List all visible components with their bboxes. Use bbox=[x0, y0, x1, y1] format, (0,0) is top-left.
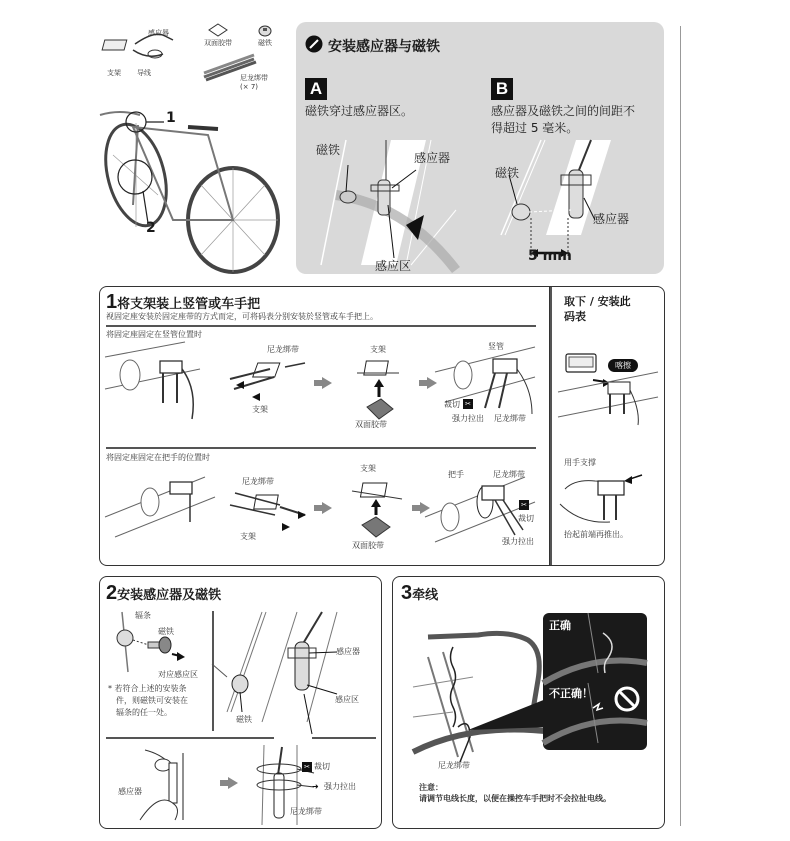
label-sensor: 感应器 bbox=[336, 647, 360, 656]
arrow-right-icon bbox=[322, 377, 332, 389]
remove-install-title-2: 码表 bbox=[564, 310, 586, 323]
section-2-heading bbox=[106, 582, 221, 605]
section-3-title: 牵线 bbox=[412, 588, 439, 603]
remove-install-panel bbox=[549, 286, 665, 566]
sensor-zone-illustration bbox=[316, 140, 476, 265]
remove-install-title-1: 取下 / 安装此 bbox=[564, 295, 631, 308]
hand-sensor-illustration bbox=[135, 745, 195, 825]
stem-label-stem: 竖管 bbox=[488, 342, 504, 351]
correct-incorrect-panel bbox=[543, 613, 647, 750]
step-a-text: 磁铁穿过感应器区。 bbox=[305, 104, 414, 118]
note-text: 请调节电线长度，以便在操控车手把时不会拉扯电线。 bbox=[419, 794, 611, 803]
section-1-number: 1 bbox=[106, 291, 118, 313]
section-3-heading bbox=[401, 582, 438, 605]
section-1-title: 将支架装上竖管或车手把 bbox=[117, 297, 261, 312]
label-a-sensor: 感应器 bbox=[414, 151, 451, 165]
install-sensor-magnet-panel bbox=[296, 22, 664, 274]
handlebar-label-bracket: 支架 bbox=[240, 532, 256, 541]
parts-bracket-label: 支架 bbox=[107, 69, 121, 77]
handlebar-label-bracket-2: 支架 bbox=[360, 464, 376, 473]
click-label: 喀擦 bbox=[608, 359, 638, 372]
handlebar-label-nylon-tie: 尼龙绑带 bbox=[242, 477, 274, 486]
note-line-1: * 若符合上述的安装条 bbox=[108, 684, 187, 693]
callout-2: 2 bbox=[146, 220, 156, 236]
divider bbox=[106, 325, 536, 327]
note-line-2: 件，则磁铁可安装在 bbox=[116, 696, 188, 705]
scissors-icon: ✂ bbox=[463, 399, 473, 409]
callout-1: 1 bbox=[166, 110, 176, 126]
divider bbox=[550, 287, 552, 565]
scissors-icon: ✂ bbox=[519, 500, 529, 510]
handlebar-mount-illustration bbox=[105, 472, 215, 542]
distance-label: 5 mm bbox=[528, 248, 572, 264]
section-2-install-sensor bbox=[99, 576, 382, 829]
bracket-with-ties-illustration bbox=[230, 357, 310, 402]
parts-wire-label: 导线 bbox=[137, 69, 151, 77]
section-2-number: 2 bbox=[106, 582, 118, 604]
section-1-heading bbox=[106, 291, 260, 314]
bracket-tape-illustration bbox=[355, 357, 405, 427]
stem-label-tape: 双面胶带 bbox=[355, 420, 387, 429]
stem-mount-illustration bbox=[105, 347, 205, 417]
stem-label-bracket: 支架 bbox=[252, 405, 268, 414]
bracket-sensor-illustration bbox=[105, 28, 185, 68]
stem-label-nylon-tie-2: 尼龙绑带 bbox=[494, 414, 526, 423]
divider bbox=[106, 447, 536, 449]
note-title: 注意： bbox=[419, 783, 443, 792]
label-a-sensor-zone: 感应区 bbox=[375, 259, 412, 273]
stem-label-nylon-tie: 尼龙绑带 bbox=[267, 345, 299, 354]
parts-magnet-label: 磁铁 bbox=[258, 39, 272, 47]
stem-label-pull: 强力拉出 bbox=[452, 414, 484, 423]
handlebar-heading: 将固定座固定在把手的位置时 bbox=[106, 453, 210, 462]
stem-label-cut: 裁切 bbox=[444, 400, 460, 409]
install-panel-title: 安装感应器与磁铁 bbox=[328, 39, 440, 55]
stem-label-bracket-2: 支架 bbox=[370, 345, 386, 354]
section-2-title: 安装感应器及磁铁 bbox=[117, 588, 222, 603]
magnet-icon bbox=[258, 25, 272, 37]
bicycle-illustration bbox=[98, 105, 283, 275]
handlebar-bracket-ties-illustration bbox=[230, 485, 310, 535]
note-line-3: 辐条的任一处。 bbox=[116, 708, 172, 717]
parts-nylon-ties-label: 尼龙绑带 bbox=[240, 74, 268, 82]
arrow-right-icon bbox=[228, 777, 238, 789]
badge-b: B bbox=[491, 78, 513, 100]
correct-label: 正确 bbox=[549, 619, 571, 632]
step-b-text-2: 得超过 5 毫米。 bbox=[491, 121, 579, 135]
page-edge-divider bbox=[680, 26, 681, 826]
support-label: 用手支撑 bbox=[564, 458, 596, 467]
pencil-icon bbox=[305, 35, 323, 53]
section-3-number: 3 bbox=[401, 582, 413, 604]
magnet-spoke-illustration bbox=[110, 612, 190, 677]
label-nylon-tie: 尼龙绑带 bbox=[290, 807, 322, 816]
parts-nylon-ties-qty: (× 7) bbox=[240, 83, 259, 91]
section-1-mount-bracket bbox=[99, 286, 549, 566]
label-b-magnet: 磁铁 bbox=[495, 166, 520, 180]
label-magnet-2: 磁铁 bbox=[236, 715, 252, 724]
badge-a: A bbox=[305, 78, 327, 100]
section-3-wiring bbox=[392, 576, 665, 829]
arrow-right-icon: ➜ bbox=[312, 782, 319, 791]
label-pull: 强力拉出 bbox=[324, 782, 356, 791]
nylon-tie-label: 尼龙绑带 bbox=[438, 761, 470, 770]
step-b-text-1: 感应器及磁铁之间的间距不 bbox=[491, 104, 636, 118]
handlebar-label-cut: 裁切 bbox=[518, 514, 534, 523]
handlebar-label-pull: 强力拉出 bbox=[502, 537, 534, 546]
label-spoke: 辐条 bbox=[135, 611, 151, 620]
parts-sensor-label: 感应器 bbox=[148, 29, 169, 37]
handlebar-bracket-tape-illustration bbox=[350, 477, 405, 542]
tape-icon bbox=[208, 23, 228, 37]
correct-wire-illustration bbox=[543, 613, 647, 750]
parts-tape-label: 双面胶带 bbox=[204, 39, 232, 47]
incorrect-label: 不正确！ bbox=[549, 687, 593, 700]
label-magnet: 磁铁 bbox=[158, 627, 174, 636]
label-a-magnet: 磁铁 bbox=[316, 143, 341, 157]
stem-heading: 将固定座固定在竖管位置时 bbox=[106, 330, 202, 339]
arrow-right-icon bbox=[322, 502, 332, 514]
divider bbox=[312, 737, 376, 739]
divider bbox=[106, 737, 274, 739]
label-sensor-hand: 感应器 bbox=[118, 787, 142, 796]
handlebar-wire-illustration bbox=[413, 627, 553, 757]
handlebar-label-handlebar: 把手 bbox=[448, 470, 464, 479]
hand-removal-illustration bbox=[560, 469, 650, 524]
scissors-icon: ✂ bbox=[302, 762, 312, 772]
lift-label: 抬起前端再推出。 bbox=[564, 530, 628, 539]
label-facing-zone: 对应感应区 bbox=[158, 670, 198, 679]
section-1-subtitle: 视固定座安装於固定座带的方式而定，可将码表分别安装於竖管或车手把上。 bbox=[106, 312, 378, 321]
label-sensor-zone: 感应区 bbox=[335, 695, 359, 704]
label-cut: 裁切 bbox=[314, 762, 330, 771]
handlebar-label-nylon-tie-2: 尼龙绑带 bbox=[493, 470, 525, 479]
label-b-sensor: 感应器 bbox=[593, 212, 630, 226]
handlebar-label-tape: 双面胶带 bbox=[352, 541, 384, 550]
